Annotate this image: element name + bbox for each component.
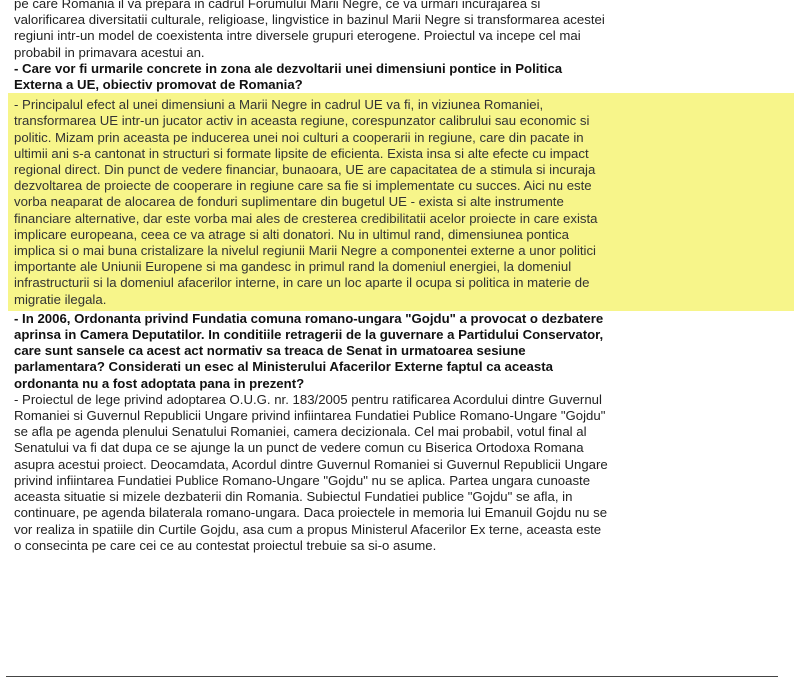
answer-2 (14, 392, 786, 554)
text-line: privind infiintarea Fundatiei Publice Romano-Ungare "Gojdu" nu se aplica. Partea ungara cunoaste (14, 472, 591, 488)
text-line: implicare europeana, ceea ce va atrage si alti donatori. Nu in ultimul rand, dimensiunea pontica (14, 226, 569, 242)
text-line: politic. Mizam prin aceasta pe inducerea unei noi culturi a cooperarii in regiune, care din pacate in (14, 129, 584, 145)
text-line: Senatului va fi dat dupa ce se ajunge la un punct de vedere comun cu Biserica Ortodoxa Romana (14, 440, 584, 456)
bottom-divider (6, 676, 778, 677)
text-line: infrastructurii si la domeniul afacerilor interne, in care un loc aparte il ocupa si politica in materie de (14, 275, 590, 291)
text-line: dezvoltarea de proiecte de cooperare in regiune care sa fie si implementate cu succes. Aici nu este (14, 178, 592, 194)
question-line: care sunt sansele ca acest act normativ sa treaca de Senat in urmatoarea sesiune (14, 343, 526, 359)
text-line: migratie ilegala. (14, 291, 107, 307)
text-line: importante ale Uniunii Europene si ma gandesc in primul rand la domeniul energiei, la domeniul (14, 259, 572, 275)
question-line: Externa a UE, obiectiv promovat de Romania? (14, 77, 303, 93)
question-line: aprinsa in Camera Deputatilor. In conditiile retragerii de la guvernare a Partidului Conservator, (14, 327, 604, 343)
text-line: o consecinta pe care cei ce au contestat proiectul trebuie sa si-o asume. (14, 537, 437, 553)
text-line: se afla pe agenda plenului Senatului Romaniei, camera decizionala. Cel mai probabil, votul final al (14, 424, 587, 440)
text-line: ultimii ani s-a cantonat in structuri si formate lipsite de eficienta. Exista insa si alte efecte cu impact (14, 145, 589, 161)
question-2 (14, 311, 786, 392)
text-line: - Principalul efect al unei dimensiuni a Marii Negre in cadrul UE va fi, in viziunea Romaniei, (14, 97, 544, 113)
intro-paragraph (14, 0, 786, 61)
text-line: regiuni intr-un model de coexistenta intre diversele grupuri eterogene. Proiectul va incepe cel mai (14, 28, 581, 44)
text-line: asupra acestui proiect. Deocamdata, Acordul dintre Guvernul Romaniei si Guvernul Republicii Ungare (14, 456, 608, 472)
question-line: parlamentara? Considerati un esec al Ministerului Afacerilor Externe faptul ca aceasta (14, 359, 553, 375)
text-line: regional direct. Din punct de vedere financiar, bunaoara, UE are capacitatea de a stimula si incuraja (14, 162, 596, 178)
text-line: probabil in primavara acestui an. (14, 44, 205, 60)
text-line: continuare, pe agenda bilaterala romano-ungara. Daca proiectele in memoria lui Emanuil Gojdu nu se (14, 505, 608, 521)
question-1 (14, 61, 786, 93)
text-line: transformarea UE intr-un jucator activ in aceasta regiune, corespunzator calibrului sau economic si (14, 113, 590, 129)
text-line: aceasta situatie si mizele dezbaterii din Romania. Subiectul Fundatiei publice "Gojdu" se afla, in (14, 489, 573, 505)
text-line: - Proiectul de lege privind adoptarea O.U.G. nr. 183/2005 pentru ratificarea Acordului dintre Guvernul (14, 391, 602, 407)
text-line: Romaniei si Guvernul Republicii Ungare privind infiintarea Fundatiei Publice Romano-Ungare "Gojdu" (14, 408, 606, 424)
text-line: implica si o mai buna cristalizare la nivelul regiunii Marii Negre a componentei externe a unor politici (14, 243, 596, 259)
text-line: vorba neaparat de alocarea de fonduri suplimentare din bugetul UE - exista si alte instrumente (14, 194, 564, 210)
text-line: pe care Romania il va prepara in cadrul Forumului Marii Negre, ce va urmari incurajarea si (14, 0, 541, 11)
text-line: financiare alternative, dar este vorba mai ales de cresterea credibilitatii acelor proiecte in care exista (14, 210, 598, 226)
text-line: valorificarea diversitatii culturale, religioase, lingvistice in bazinul Marii Negre si transformarea acestei (14, 12, 605, 28)
text-line: vor realiza in spatiile din Curtile Gojdu, asa cum a propus Ministerul Afacerilor Ex terne, aceasta este (14, 521, 602, 537)
question-line: - Care vor fi urmarile concrete in zona ale dezvoltarii unei dimensiuni pontice in Politica (14, 60, 563, 76)
question-line: - In 2006, Ordonanta privind Fundatia comuna romano-ungara "Gojdu" a provocat o dezbatere (14, 310, 604, 326)
answer-1-highlighted (8, 93, 794, 311)
question-line: ordonanta nu a fost adoptata pana in prezent? (14, 375, 305, 391)
